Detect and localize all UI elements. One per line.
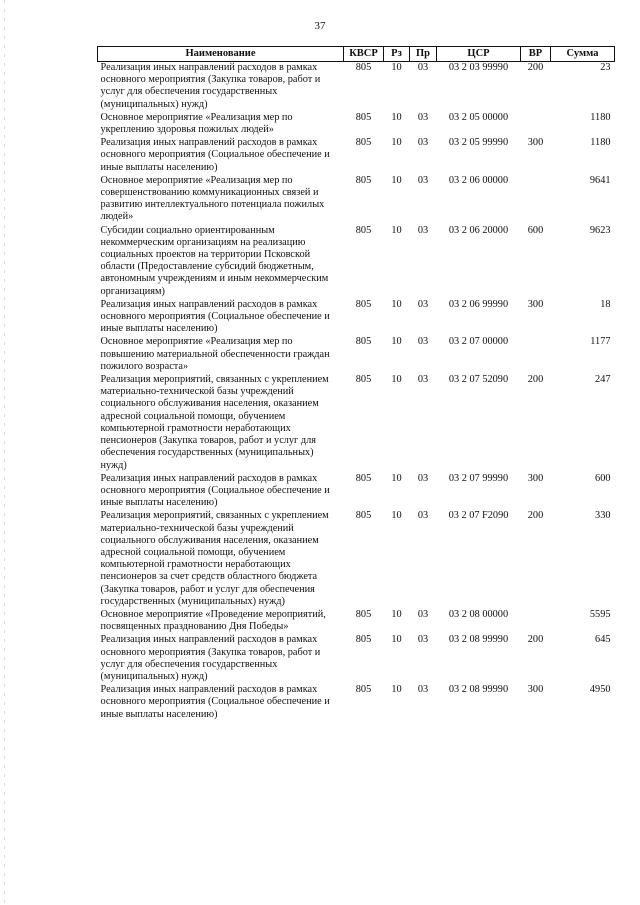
row-rz: 10 bbox=[391, 608, 402, 620]
row-kvsr: 805 bbox=[355, 224, 372, 236]
row-vr: 200 bbox=[527, 510, 544, 522]
row-pr: 03 bbox=[417, 634, 429, 646]
row-name: Реализация иных направлений расходов в рамках основного мероприятия (Социальное обеспечение и иные выплаты населению) bbox=[100, 472, 330, 509]
row-vr: 300 bbox=[527, 684, 544, 696]
row-pr: 03 bbox=[417, 298, 429, 310]
row-csr: 03 2 07 F2090 bbox=[448, 510, 509, 522]
row-pr: 03 bbox=[417, 472, 429, 484]
row-csr: 03 2 07 52090 bbox=[448, 374, 509, 386]
table-row bbox=[98, 112, 615, 137]
page-number: 37 bbox=[314, 20, 326, 32]
row-kvsr: 805 bbox=[355, 608, 372, 620]
row-kvsr: 805 bbox=[355, 174, 372, 186]
row-csr: 03 2 07 99990 bbox=[448, 472, 509, 484]
budget-table bbox=[97, 46, 615, 722]
row-name: Реализация иных направлений расходов в рамках основного мероприятия (Закупка товаров, работ и услуг для обеспечения государственных (муниципальных) нужд) bbox=[100, 634, 321, 682]
row-pr: 03 bbox=[417, 684, 429, 696]
header-sum: Сумма bbox=[551, 47, 615, 62]
row-name: Реализация иных направлений расходов в рамках основного мероприятия (Социальное обеспечение и иные выплаты населению) bbox=[100, 137, 330, 173]
row-kvsr: 805 bbox=[355, 111, 372, 123]
row-rz: 10 bbox=[391, 298, 402, 310]
row-name: Реализация мероприятий, связанных с укреплением материально-технической базы учреждений социального обслуживания населения, оказанием адресной социальной помощи, обучением компьютерной грамотности неработающих пенсионеров за счет средств областного бюджета (Закупка товаров, работ и услуг для обеспечения государственных (муниципальных) нужд) bbox=[100, 510, 329, 607]
row-vr: 300 bbox=[527, 298, 544, 310]
table-row bbox=[98, 473, 615, 511]
row-vr: 200 bbox=[527, 62, 544, 73]
row-kvsr: 805 bbox=[355, 510, 372, 522]
row-rz: 10 bbox=[391, 374, 402, 386]
row-name: Субсидии социально ориентированным некоммерческим организациям на реализацию социальных проектов на территории Псковской области (Предоставление субсидий бюджетным, автономным учреждениям и иным некоммерческим организациям) bbox=[100, 224, 329, 297]
header-csr: ЦСР bbox=[437, 47, 521, 62]
row-csr: 03 2 05 00000 bbox=[448, 111, 509, 123]
row-pr: 03 bbox=[417, 137, 429, 149]
row-kvsr: 805 bbox=[355, 336, 372, 348]
row-sum: 4950 bbox=[589, 684, 611, 696]
table-row bbox=[98, 684, 615, 722]
row-csr: 03 2 06 00000 bbox=[448, 174, 509, 186]
table-row bbox=[98, 175, 615, 225]
row-name: Основное мероприятие «Проведение мероприятий, посвященных празднованию Дня Победы» bbox=[100, 608, 326, 633]
row-csr: 03 2 07 00000 bbox=[448, 336, 509, 348]
row-csr: 03 2 05 99990 bbox=[448, 137, 509, 149]
row-rz: 10 bbox=[391, 224, 402, 236]
table-row bbox=[98, 299, 615, 337]
table-row bbox=[98, 510, 615, 609]
row-kvsr: 805 bbox=[355, 684, 372, 696]
row-sum: 9641 bbox=[589, 174, 611, 186]
row-rz: 10 bbox=[391, 684, 402, 696]
row-pr: 03 bbox=[417, 374, 429, 386]
row-kvsr: 805 bbox=[355, 298, 372, 310]
row-kvsr: 805 bbox=[355, 137, 372, 149]
header-vr: ВР bbox=[521, 47, 551, 62]
row-vr: 200 bbox=[527, 634, 544, 646]
row-name: Реализация мероприятий, связанных с укреплением материально-технической базы учреждений социального обслуживания населения, оказанием адресной социальной помощи, обучением компьютерной грамотности неработающих пенсионеров (Закупка товаров, работ и услуг для обеспечения государственных (муниципальных) нужд) bbox=[100, 374, 329, 471]
row-csr: 03 2 08 99990 bbox=[448, 684, 509, 696]
row-pr: 03 bbox=[417, 336, 429, 348]
row-sum: 18 bbox=[600, 298, 611, 310]
row-sum: 1180 bbox=[590, 111, 611, 123]
row-sum: 330 bbox=[595, 510, 611, 522]
row-rz: 10 bbox=[391, 510, 402, 522]
row-rz: 10 bbox=[391, 111, 402, 123]
table-row bbox=[98, 634, 615, 684]
row-pr: 03 bbox=[417, 224, 429, 236]
row-sum: 9623 bbox=[589, 224, 611, 236]
table-row bbox=[98, 137, 615, 175]
row-name: Основное мероприятие «Реализация мер по укреплению здоровья пожилых людей» bbox=[100, 111, 293, 136]
row-sum: 23 bbox=[600, 62, 611, 73]
row-csr: 03 2 08 00000 bbox=[448, 608, 509, 620]
row-csr: 03 2 06 20000 bbox=[448, 224, 509, 236]
row-vr bbox=[521, 175, 551, 225]
header-rz: Рз bbox=[384, 47, 410, 62]
row-pr: 03 bbox=[417, 174, 429, 186]
table-row bbox=[98, 374, 615, 473]
row-vr: 600 bbox=[527, 224, 544, 236]
table-row bbox=[98, 225, 615, 299]
scan-edge bbox=[4, 0, 5, 905]
row-name: Реализация иных направлений расходов в рамках основного мероприятия (Социальное обеспечение и иные выплаты населению) bbox=[100, 298, 330, 335]
row-kvsr: 805 bbox=[355, 634, 372, 646]
row-csr: 03 2 08 99990 bbox=[448, 634, 509, 646]
header-pr: Пр bbox=[410, 47, 437, 62]
row-rz: 10 bbox=[391, 62, 402, 73]
row-sum: 600 bbox=[595, 472, 611, 484]
table-body bbox=[98, 62, 615, 722]
row-name: Основное мероприятие «Реализация мер по совершенствованию коммуникационных связей и развитию интеллектуального потенциала пожилых людей» bbox=[100, 174, 325, 223]
row-kvsr: 805 bbox=[355, 374, 372, 386]
row-name: Реализация иных направлений расходов в рамках основного мероприятия (Социальное обеспечение и иные выплаты населению) bbox=[100, 684, 330, 720]
row-rz: 10 bbox=[391, 174, 402, 186]
row-rz: 10 bbox=[391, 634, 402, 646]
row-vr: 300 bbox=[527, 472, 544, 484]
row-name: Реализация иных направлений расходов в рамках основного мероприятия (Закупка товаров, работ и услуг для обеспечения государственных (муниципальных) нужд) bbox=[100, 62, 321, 110]
header-kvsr: КВСР bbox=[344, 47, 384, 62]
row-vr bbox=[521, 609, 551, 634]
row-sum: 645 bbox=[595, 634, 611, 646]
row-rz: 10 bbox=[391, 336, 402, 348]
table-header-row bbox=[98, 47, 615, 62]
header-name: Наименование bbox=[98, 47, 344, 62]
table-row bbox=[98, 336, 615, 374]
table-row bbox=[98, 609, 615, 634]
row-rz: 10 bbox=[391, 137, 402, 149]
row-pr: 03 bbox=[417, 510, 429, 522]
row-sum: 1180 bbox=[590, 137, 611, 149]
row-csr: 03 2 06 99990 bbox=[448, 298, 509, 310]
row-sum: 1177 bbox=[590, 336, 611, 348]
row-sum: 5595 bbox=[589, 608, 611, 620]
row-kvsr: 805 bbox=[355, 472, 372, 484]
row-vr bbox=[521, 112, 551, 137]
row-pr: 03 bbox=[417, 62, 429, 73]
row-kvsr: 805 bbox=[355, 62, 372, 73]
row-vr: 200 bbox=[527, 374, 544, 386]
row-vr bbox=[521, 336, 551, 374]
row-sum: 247 bbox=[595, 374, 611, 386]
row-pr: 03 bbox=[417, 111, 429, 123]
row-vr: 300 bbox=[527, 137, 544, 149]
row-rz: 10 bbox=[391, 472, 402, 484]
table-row bbox=[98, 62, 615, 112]
row-pr: 03 bbox=[417, 608, 429, 620]
row-csr: 03 2 03 99990 bbox=[448, 62, 509, 73]
row-name: Основное мероприятие «Реализация мер по повышению материальной обеспеченности граждан пожилого возраста» bbox=[100, 336, 330, 372]
